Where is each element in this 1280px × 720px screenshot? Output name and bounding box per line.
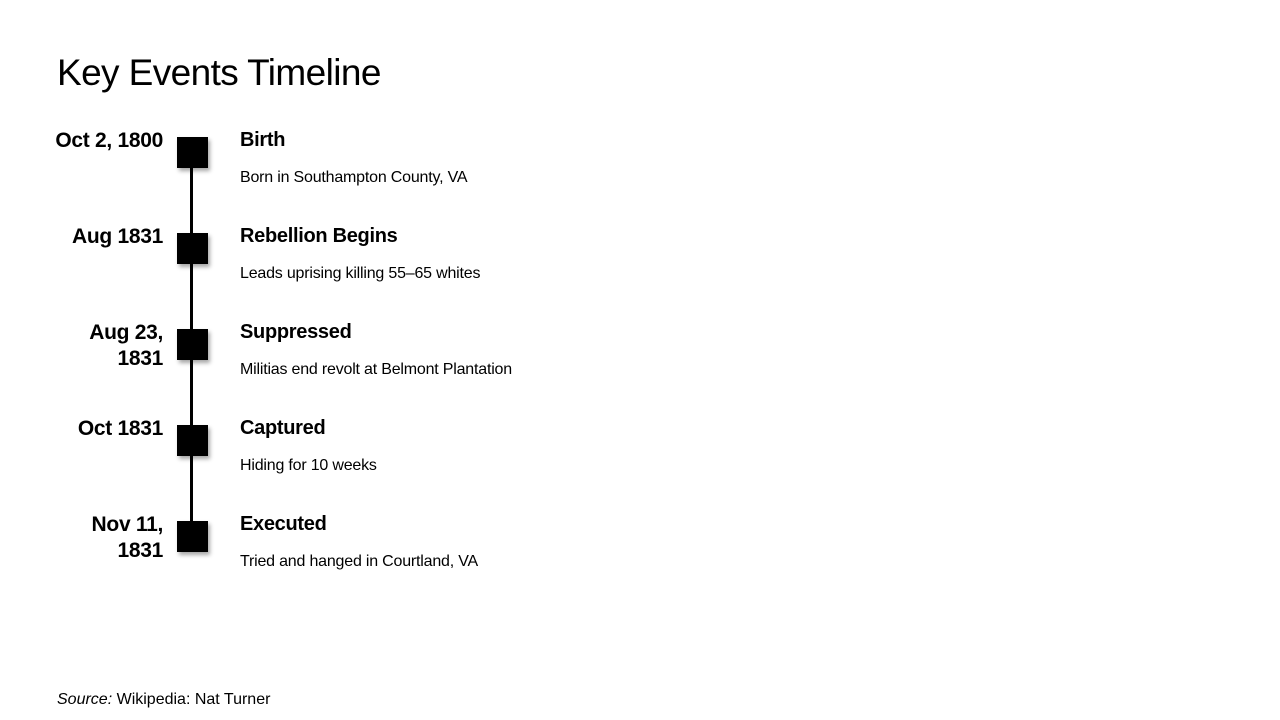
event-title: Rebellion Begins (240, 225, 398, 247)
timeline-event-suppressed (0, 320, 1280, 416)
event-marker-square (177, 521, 208, 552)
event-title: Captured (240, 417, 326, 439)
timeline-event-captured (0, 416, 1280, 512)
timeline-event-birth (0, 128, 1280, 224)
event-description: Hiding for 10 weeks (240, 457, 377, 474)
event-title: Birth (240, 129, 286, 151)
event-date: Aug 1831 (72, 225, 163, 248)
event-title: Executed (240, 513, 327, 535)
event-marker-square (177, 137, 208, 168)
event-marker-square (177, 425, 208, 456)
event-marker-square (177, 233, 208, 264)
event-date: Oct 1831 (77, 417, 163, 440)
timeline-event-rebellion-begins (0, 224, 1280, 320)
page-title: Key Events Timeline (57, 52, 381, 93)
event-marker-square (177, 329, 208, 360)
source-label: Source: (57, 691, 113, 708)
event-date: Aug 23, 1831 (89, 321, 163, 370)
event-description: Militias end revolt at Belmont Plantation (240, 361, 512, 378)
event-description: Tried and hanged in Courtland, VA (240, 553, 479, 570)
event-date: Oct 2, 1800 (55, 129, 163, 152)
event-description: Leads uprising killing 55–65 whites (240, 265, 481, 282)
event-date: Nov 11, 1831 (91, 513, 163, 562)
source-citation (57, 690, 270, 710)
source-text: Wikipedia: Nat Turner (116, 691, 271, 708)
event-description: Born in Southampton County, VA (240, 169, 468, 186)
event-title: Suppressed (240, 321, 352, 343)
timeline-event-executed (0, 512, 1280, 608)
